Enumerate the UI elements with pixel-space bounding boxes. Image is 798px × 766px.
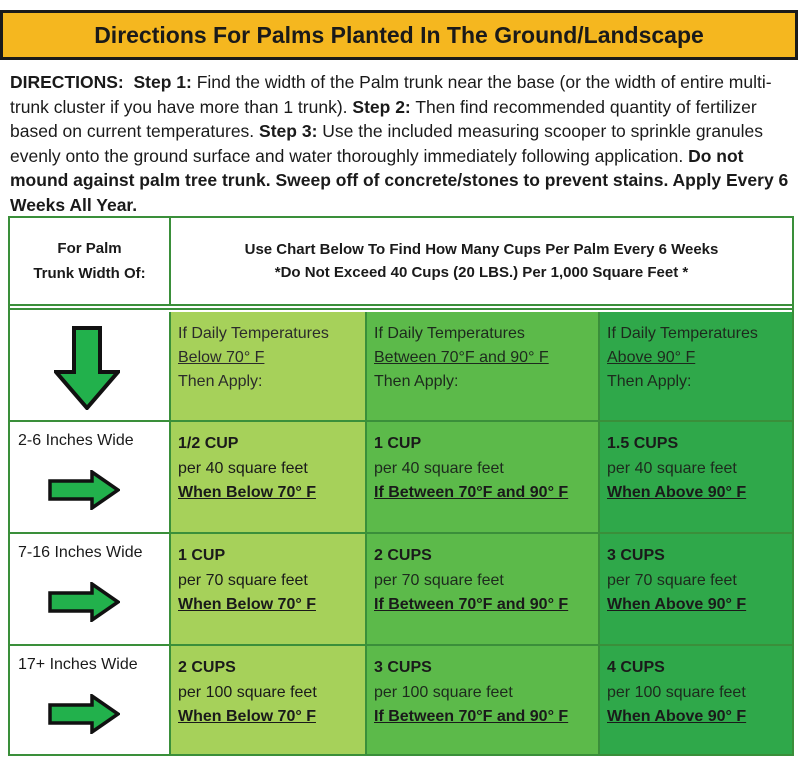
dose-condition: When Above 90° F (607, 708, 747, 725)
row-label-text: 17+ Inches Wide (18, 656, 138, 673)
dose-quantity: 1.5 CUPS (607, 435, 679, 452)
dose-area: per 100 square feet (178, 683, 317, 701)
step3-label: Step 3: (259, 121, 318, 141)
down-arrow-cell (10, 312, 171, 422)
header-instructions (171, 218, 792, 306)
column-line2: Below 70° F (178, 349, 265, 366)
header-divider (10, 306, 792, 310)
dose-area: per 70 square feet (178, 571, 308, 589)
arrow-right-icon (48, 582, 120, 622)
dose-quantity: 2 CUPS (178, 659, 236, 676)
title-banner (0, 10, 798, 60)
dose-condition: If Between 70°F and 90° F (374, 708, 569, 725)
row-label-2-6 (10, 422, 171, 534)
dose-cell (600, 422, 792, 534)
dose-quantity: 3 CUPS (607, 547, 665, 564)
column-line2: Between 70°F and 90° F (374, 349, 549, 366)
page-title: Directions For Palms Planted In The Ground/Landscape (94, 21, 704, 48)
step1-label: Step 1: (133, 72, 192, 92)
arrow-right-icon (48, 470, 120, 510)
dose-cell (367, 646, 600, 754)
dose-cell (367, 422, 600, 534)
dose-quantity: 1 CUP (374, 435, 422, 452)
dosage-table (8, 216, 794, 756)
dose-area: per 100 square feet (374, 683, 513, 701)
header-left-line2: Trunk Width Of: (33, 265, 146, 282)
dose-cell (171, 646, 367, 754)
step2-label: Step 2: (352, 96, 411, 117)
directions-lead: DIRECTIONS: (10, 72, 124, 92)
row-label-text: 2-6 Inches Wide (18, 432, 134, 449)
arrow-right-icon (48, 694, 120, 734)
dose-condition: When Above 90° F (607, 484, 747, 501)
dose-quantity: 1/2 CUP (178, 435, 239, 452)
dose-area: per 40 square feet (374, 459, 504, 477)
dose-condition: When Below 70° F (178, 596, 316, 613)
dose-cell (171, 534, 367, 646)
dose-cell (367, 534, 600, 646)
header-right-line2: *Do Not Exceed 40 Cups (20 LBS.) Per 1,000 Square Feet * (274, 264, 689, 281)
column-line1: If Daily Temperatures (374, 325, 525, 342)
dose-area: per 40 square feet (607, 459, 737, 477)
column-line2: Above 90° F (607, 349, 696, 366)
dose-area: per 70 square feet (374, 571, 504, 589)
header-left-line1: For Palm (57, 240, 122, 257)
dose-quantity: 1 CUP (178, 547, 226, 564)
dose-quantity: 2 CUPS (374, 547, 432, 564)
dose-condition: When Below 70° F (178, 708, 316, 725)
row-label-7-16 (10, 534, 171, 646)
header-right-line1: Use Chart Below To Find How Many Cups Per Palm Every 6 Weeks (244, 241, 719, 258)
warning-text: Do not mound against palm tree trunk. Sweep off of concrete/stones to prevent stains. Apply Every 6 Weeks All Year. (10, 145, 789, 215)
column-line3: Then Apply: (374, 373, 459, 390)
dose-area: per 70 square feet (607, 571, 737, 589)
column-line1: If Daily Temperatures (607, 325, 758, 342)
column-header-below-70 (171, 312, 367, 422)
dose-cell (600, 646, 792, 754)
column-line3: Then Apply: (178, 373, 263, 390)
step1-text: Find the width of the Palm trunk near the base (or the width of entire multi-trunk cluster if you have more than 1 trunk). (10, 72, 772, 117)
arrow-down-icon (54, 326, 120, 410)
dose-condition: If Between 70°F and 90° F (374, 484, 569, 501)
step3-text: Use the included measuring scooper to sprinkle granules evenly onto the ground surface and water thoroughly immediately following application. (10, 121, 763, 166)
dose-cell (600, 534, 792, 646)
column-header-70-90 (367, 312, 600, 422)
header-trunk-width (10, 218, 171, 306)
dose-cell (171, 422, 367, 534)
dose-condition: When Below 70° F (178, 484, 316, 501)
column-header-above-90 (600, 312, 792, 422)
dose-condition: When Above 90° F (607, 596, 747, 613)
directions-paragraph (10, 70, 792, 217)
column-line3: Then Apply: (607, 373, 692, 390)
dose-area: per 40 square feet (178, 459, 308, 477)
step2-text: Then find recommended quantity of fertilizer based on current temperatures. (10, 96, 757, 141)
dose-area: per 100 square feet (607, 683, 746, 701)
column-line1: If Daily Temperatures (178, 325, 329, 342)
dose-quantity: 4 CUPS (607, 659, 665, 676)
row-label-text: 7-16 Inches Wide (18, 544, 143, 561)
dose-quantity: 3 CUPS (374, 659, 432, 676)
dose-condition: If Between 70°F and 90° F (374, 596, 569, 613)
row-label-17-plus (10, 646, 171, 754)
